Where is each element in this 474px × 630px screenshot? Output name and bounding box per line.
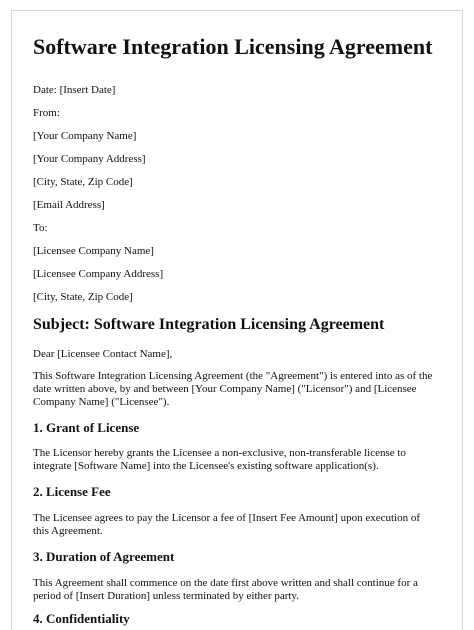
date-line: Date: [Insert Date] xyxy=(33,84,116,96)
section-heading-confidentiality: 4. Confidentiality xyxy=(33,611,130,626)
recipient-company-address: [Licensee Company Address] xyxy=(33,268,164,280)
section-body-license-fee: The Licensee agrees to pay the Licensor a fee of [Insert Fee Amount] upon execution of this Agreement. xyxy=(33,512,420,537)
intro-paragraph: This Software Integration Licensing Agreement (the "Agreement") is entered into as of the date written above, by and between [Your Company Name] ("Licensor") and [Licensee Company Name] ("Licensee"). xyxy=(33,370,433,408)
from-label: From: xyxy=(33,107,60,119)
sender-city-state-zip: [City, State, Zip Code] xyxy=(33,176,133,188)
salutation: Dear [Licensee Contact Name], xyxy=(33,348,173,360)
subject-heading: Subject: Software Integration Licensing Agreement xyxy=(33,316,385,333)
recipient-city-state-zip: [City, State, Zip Code] xyxy=(33,291,133,303)
section-body-grant-of-license: The Licensor hereby grants the Licensee a non-exclusive, non-transferable license to integrate [Software Name] into the Licensee's existing software application(s). xyxy=(33,447,406,472)
sender-company-name: [Your Company Name] xyxy=(33,130,137,142)
section-heading-duration: 3. Duration of Agreement xyxy=(33,549,175,564)
recipient-company-name: [Licensee Company Name] xyxy=(33,245,154,257)
section-heading-license-fee: 2. License Fee xyxy=(33,484,111,499)
document-page xyxy=(11,10,463,630)
section-heading-grant-of-license: 1. Grant of License xyxy=(33,420,140,435)
sender-company-address: [Your Company Address] xyxy=(33,153,146,165)
document-title: Software Integration Licensing Agreement xyxy=(33,34,433,59)
sender-email: [Email Address] xyxy=(33,199,105,211)
to-label: To: xyxy=(33,222,48,234)
section-body-duration: This Agreement shall commence on the date first above written and shall continue for a period of [Insert Duration] unless terminated by either party. xyxy=(33,577,418,602)
